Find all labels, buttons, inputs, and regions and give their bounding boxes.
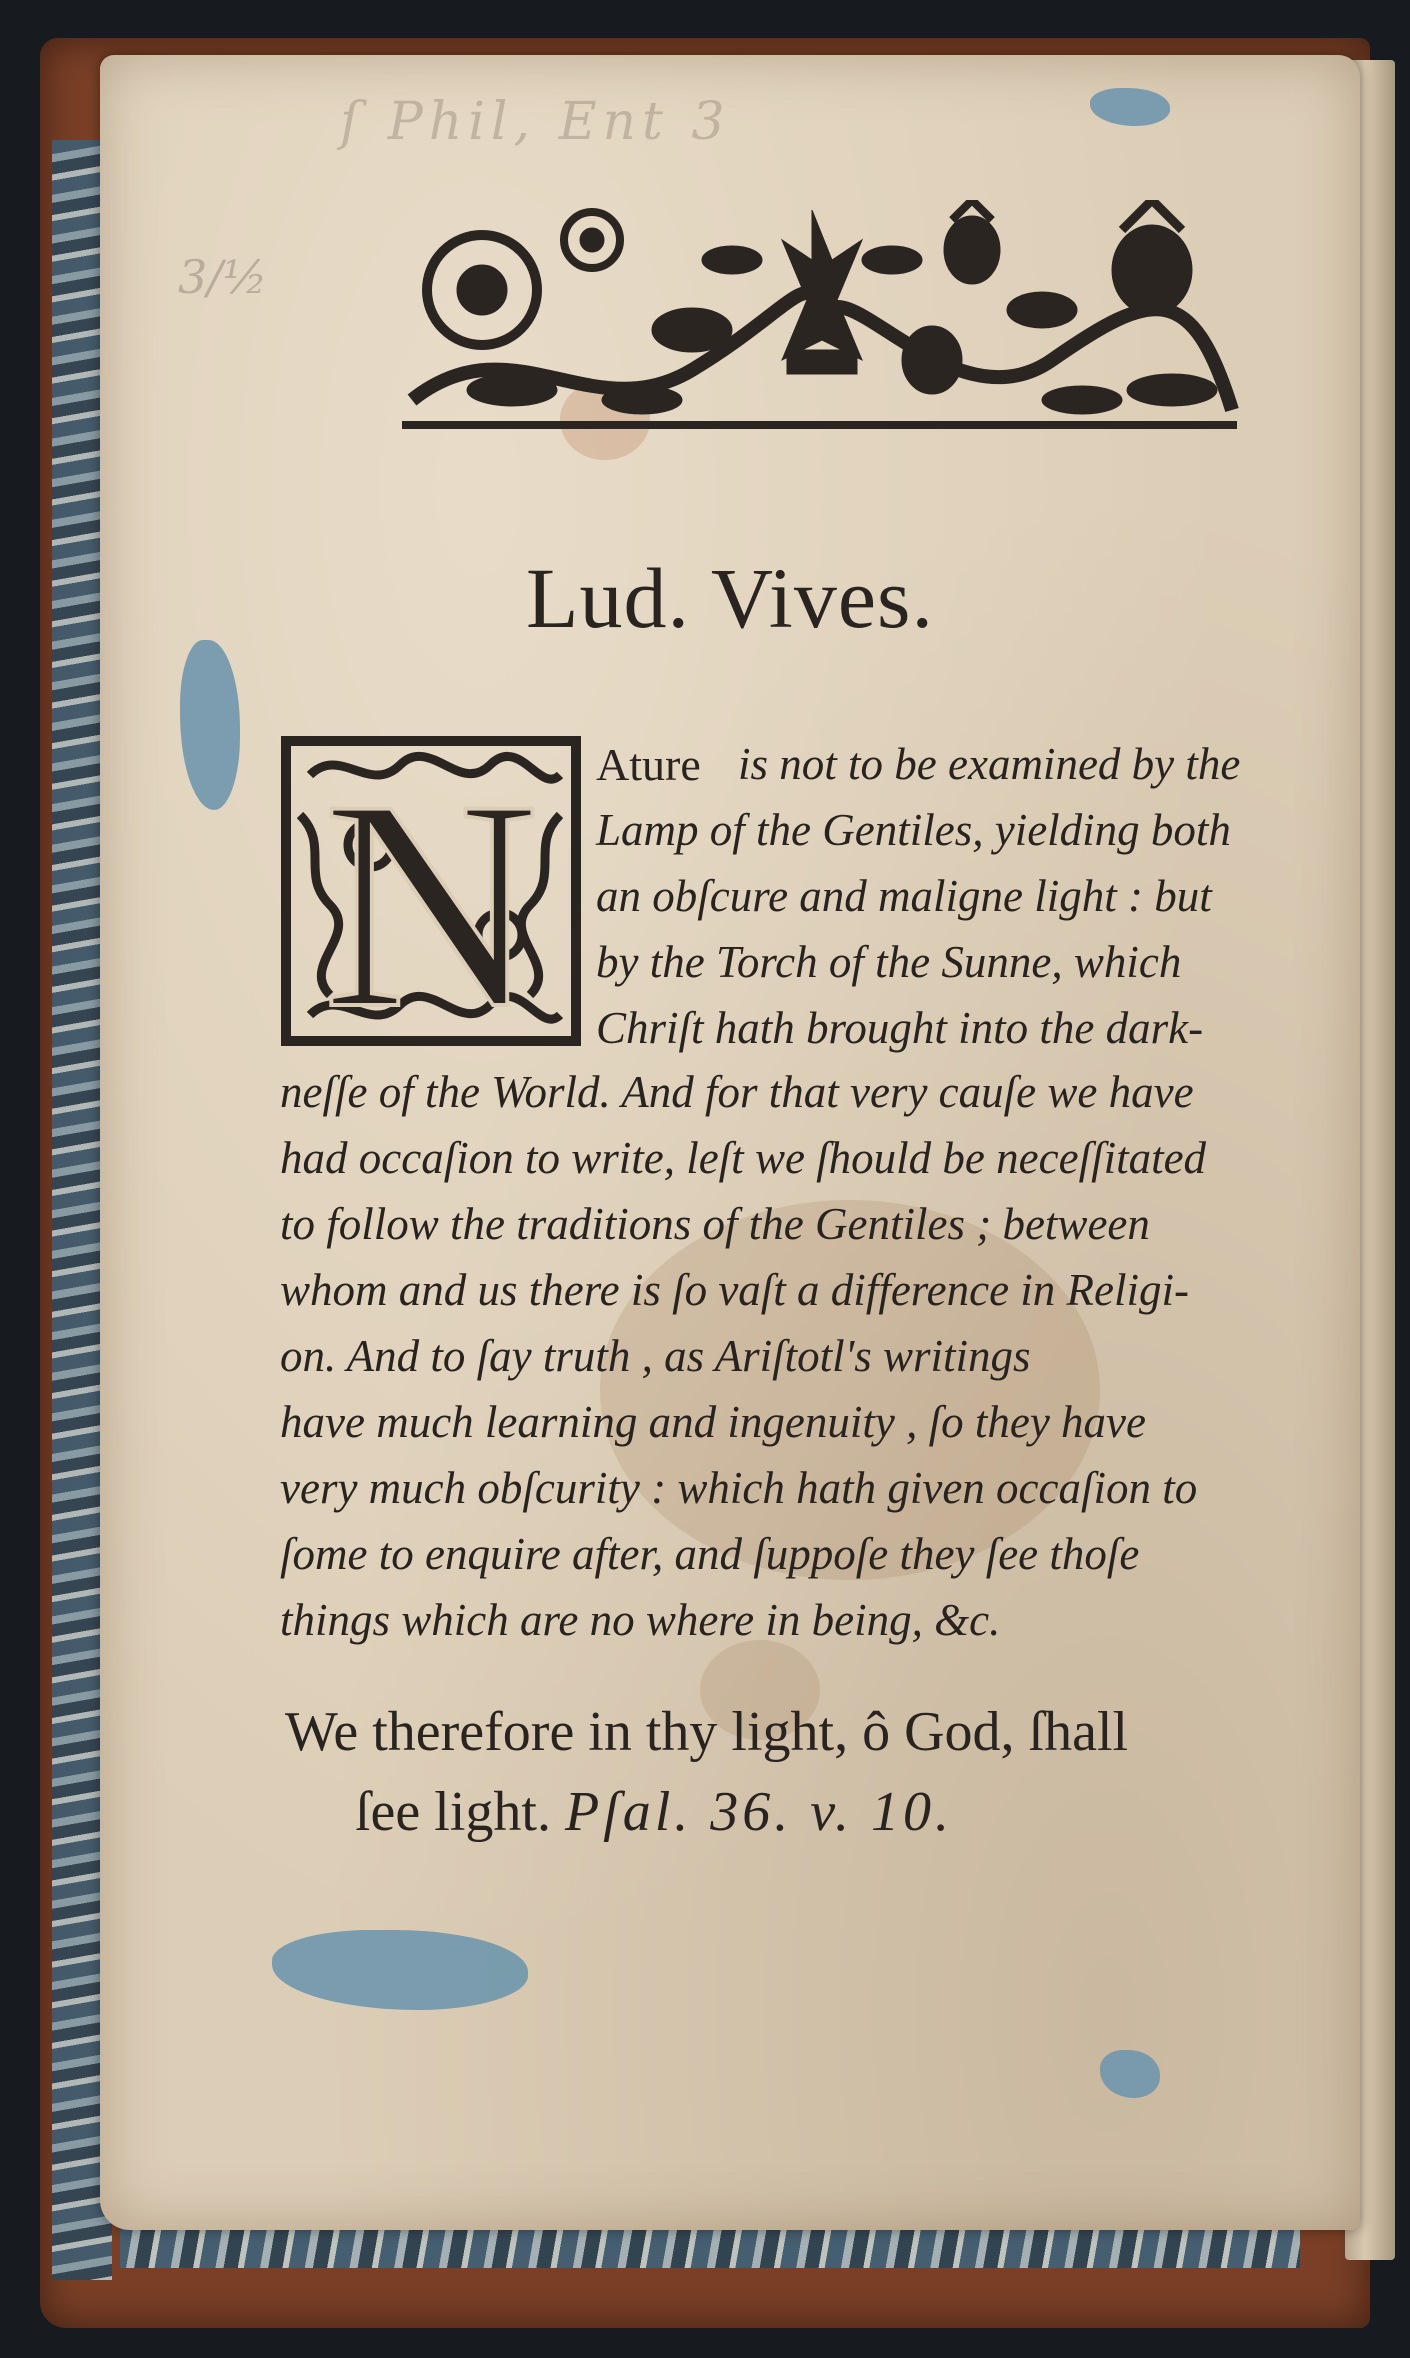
quote-text: ſee light.: [355, 1781, 551, 1843]
body-line: is not to be examined by the: [738, 739, 1241, 789]
psalm-reference: Pſal. 36. v. 10.: [564, 1781, 953, 1843]
body-line: whom and us there is ſo vaſt a difference in Religi-: [280, 1265, 1190, 1315]
pencil-note: 3/½: [178, 250, 268, 304]
body-line: very much obſcurity : which hath given occaſion to: [280, 1463, 1198, 1513]
quote-line: We therefore in thy light, ô God, ſhall: [285, 1701, 1129, 1763]
page-title: Lud. Vives.: [526, 550, 934, 646]
body-line: have much learning and ingenuity , ſo they have: [280, 1397, 1147, 1447]
body-line: neſſe of the World. And for that very cauſe we have: [280, 1067, 1194, 1117]
decorated-initial-n: [280, 735, 582, 1047]
handwritten-shelfmark: ſ Phil, Ent 3: [340, 92, 731, 152]
body-line: to follow the traditions of the Gentiles ; between: [280, 1199, 1150, 1249]
body-line: had occaſion to write, leſt we ſhould be neceſſitated: [280, 1133, 1207, 1183]
body-line: by the Torch of the Sunne, which: [596, 937, 1182, 987]
intro-word: Ature: [596, 739, 701, 790]
body-line: an obſcure and maligne light : but: [596, 871, 1212, 921]
initial-letter: N: [322, 738, 540, 1047]
floral-headpiece-ornament: [392, 200, 1247, 440]
body-line: Lamp of the Gentiles, yielding both: [596, 805, 1231, 855]
quote-line-end: [355, 1780, 953, 1844]
foxing-stain: [600, 1200, 1100, 1580]
body-line: on. And to ſay truth , as Ariſtotl's writings: [280, 1331, 1031, 1381]
body-line: ſome to enquire after, and ſuppoſe they ſee thoſe: [280, 1529, 1140, 1579]
body-line: things which are no where in being, &c.: [280, 1595, 1001, 1645]
body-line: Chriſt hath brought into the dark-: [596, 1003, 1204, 1053]
